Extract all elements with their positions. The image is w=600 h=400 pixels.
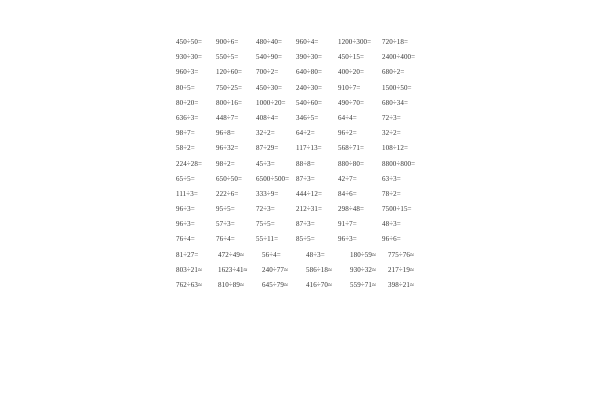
problem: 76÷4= bbox=[176, 235, 195, 244]
problem: 960÷4= bbox=[296, 38, 319, 46]
problem: 63÷3= bbox=[382, 174, 401, 183]
problem: 7500÷15= bbox=[382, 205, 412, 214]
worksheet-row bbox=[170, 158, 430, 173]
problem: 217÷19≈ bbox=[388, 265, 414, 274]
problem: 95÷5= bbox=[216, 205, 235, 214]
problem: 550÷5= bbox=[216, 53, 239, 62]
problem: 212÷31= bbox=[296, 205, 322, 214]
problem: 1000÷20= bbox=[256, 98, 286, 107]
problem: 680÷34= bbox=[382, 98, 408, 107]
problem: 240÷77≈ bbox=[262, 265, 288, 274]
problem: 930÷30= bbox=[176, 53, 202, 62]
problem: 472÷49≈ bbox=[218, 250, 244, 259]
problem: 444÷12= bbox=[296, 189, 322, 198]
problem: 72÷3= bbox=[256, 205, 275, 214]
problem: 960÷3= bbox=[176, 68, 199, 77]
worksheet-row bbox=[170, 264, 430, 279]
problem: 450÷50= bbox=[176, 38, 202, 46]
problem: 87÷29= bbox=[256, 144, 279, 153]
problem: 346÷5= bbox=[296, 113, 319, 122]
problem: 240÷30= bbox=[296, 83, 322, 92]
problem: 636÷3= bbox=[176, 113, 199, 122]
problem: 96÷6= bbox=[382, 235, 401, 244]
worksheet-row bbox=[170, 233, 430, 248]
worksheet-row bbox=[170, 127, 430, 142]
problem: 559÷71≈ bbox=[350, 281, 376, 289]
problem: 222÷6= bbox=[216, 189, 239, 198]
problem: 2400÷400= bbox=[382, 53, 416, 62]
problem: 1500÷50= bbox=[382, 83, 412, 92]
problem: 398÷21≈ bbox=[388, 281, 414, 289]
problem: 87÷3= bbox=[296, 220, 315, 229]
problem: 568÷71= bbox=[338, 144, 364, 153]
problem: 87÷3= bbox=[296, 174, 315, 183]
problem: 80÷5= bbox=[176, 83, 195, 92]
problem: 91÷7= bbox=[338, 220, 357, 229]
problem: 78÷2= bbox=[382, 189, 401, 198]
problem: 700÷2= bbox=[256, 68, 279, 77]
problem: 448÷7= bbox=[216, 113, 239, 122]
problem: 96÷32= bbox=[216, 144, 239, 153]
problem: 910÷7= bbox=[338, 83, 361, 92]
problem: 645÷79≈ bbox=[262, 281, 288, 289]
problem: 298÷48= bbox=[338, 205, 364, 214]
problem: 720÷18= bbox=[382, 38, 408, 46]
worksheet-row bbox=[170, 173, 430, 188]
worksheet-row bbox=[170, 112, 430, 127]
problem: 586÷18≈ bbox=[306, 265, 332, 274]
problem: 75÷5= bbox=[256, 220, 275, 229]
problem: 400÷20= bbox=[338, 68, 364, 77]
problem: 930÷32≈ bbox=[350, 265, 376, 274]
problem: 42÷7= bbox=[338, 174, 357, 183]
problem: 72÷3= bbox=[382, 113, 401, 122]
problem: 111÷3= bbox=[176, 189, 198, 198]
problem: 56÷4= bbox=[262, 250, 281, 259]
problem: 117÷13= bbox=[296, 144, 322, 153]
problem: 96÷3= bbox=[176, 205, 195, 214]
problem: 96÷3= bbox=[338, 235, 357, 244]
problem: 6500÷500= bbox=[256, 174, 290, 183]
problem: 333÷9= bbox=[256, 189, 279, 198]
problem: 76÷4= bbox=[216, 235, 235, 244]
problem: 680÷2= bbox=[382, 68, 405, 77]
problem: 80÷20= bbox=[176, 98, 199, 107]
worksheet-row bbox=[170, 279, 430, 294]
worksheet-row bbox=[170, 51, 430, 66]
worksheet-row bbox=[170, 82, 430, 97]
problem: 98÷2= bbox=[216, 159, 235, 168]
problem: 45÷3= bbox=[256, 159, 275, 168]
problem: 810÷89≈ bbox=[218, 281, 244, 289]
problem: 880÷80= bbox=[338, 159, 364, 168]
problem: 98÷7= bbox=[176, 129, 195, 138]
problem: 58÷2= bbox=[176, 144, 195, 153]
problem: 540÷60= bbox=[296, 98, 322, 107]
problem: 900÷6= bbox=[216, 38, 239, 46]
problem: 85÷5= bbox=[296, 235, 315, 244]
worksheet-row bbox=[170, 249, 430, 264]
problem: 81÷27= bbox=[176, 250, 199, 259]
problem: 540÷90= bbox=[256, 53, 282, 62]
problem: 1623÷41≈ bbox=[218, 265, 248, 274]
problem: 48÷3= bbox=[382, 220, 401, 229]
problem: 224÷28= bbox=[176, 159, 202, 168]
problem: 762÷63≈ bbox=[176, 281, 202, 289]
problem: 64÷2= bbox=[296, 129, 315, 138]
problem: 57÷3= bbox=[216, 220, 235, 229]
problem: 108÷12= bbox=[382, 144, 408, 153]
problem: 88÷8= bbox=[296, 159, 315, 168]
worksheet-row bbox=[170, 188, 430, 203]
problem: 490÷70= bbox=[338, 98, 364, 107]
problem: 480÷40= bbox=[256, 38, 282, 46]
problem: 803÷21≈ bbox=[176, 265, 202, 274]
problem: 84÷6= bbox=[338, 189, 357, 198]
problem: 450÷15= bbox=[338, 53, 364, 62]
problem: 65÷5= bbox=[176, 174, 195, 183]
problem: 96÷3= bbox=[176, 220, 195, 229]
problem: 32÷2= bbox=[382, 129, 401, 138]
problem: 1200÷300= bbox=[338, 38, 372, 46]
problem: 180÷59≈ bbox=[350, 250, 376, 259]
problem: 55÷11= bbox=[256, 235, 279, 244]
problem: 416÷70≈ bbox=[306, 281, 332, 289]
problem: 775÷76≈ bbox=[388, 250, 414, 259]
problem: 800÷16= bbox=[216, 98, 242, 107]
problem: 64÷4= bbox=[338, 113, 357, 122]
division-worksheet bbox=[170, 36, 430, 294]
problem: 650÷50= bbox=[216, 174, 242, 183]
problem: 408÷4= bbox=[256, 113, 279, 122]
problem: 32÷2= bbox=[256, 129, 275, 138]
problem: 48÷3= bbox=[306, 250, 325, 259]
worksheet-row bbox=[170, 66, 430, 81]
problem: 450÷30= bbox=[256, 83, 282, 92]
problem: 120÷60= bbox=[216, 68, 242, 77]
problem: 750÷25= bbox=[216, 83, 242, 92]
worksheet-row bbox=[170, 36, 430, 51]
worksheet-row bbox=[170, 203, 430, 218]
worksheet-row bbox=[170, 97, 430, 112]
problem: 96÷2= bbox=[338, 129, 357, 138]
problem: 640÷80= bbox=[296, 68, 322, 77]
worksheet-row bbox=[170, 142, 430, 157]
problem: 96÷8= bbox=[216, 129, 235, 138]
problem: 390÷30= bbox=[296, 53, 322, 62]
problem: 8800÷800= bbox=[382, 159, 416, 168]
worksheet-row bbox=[170, 218, 430, 233]
